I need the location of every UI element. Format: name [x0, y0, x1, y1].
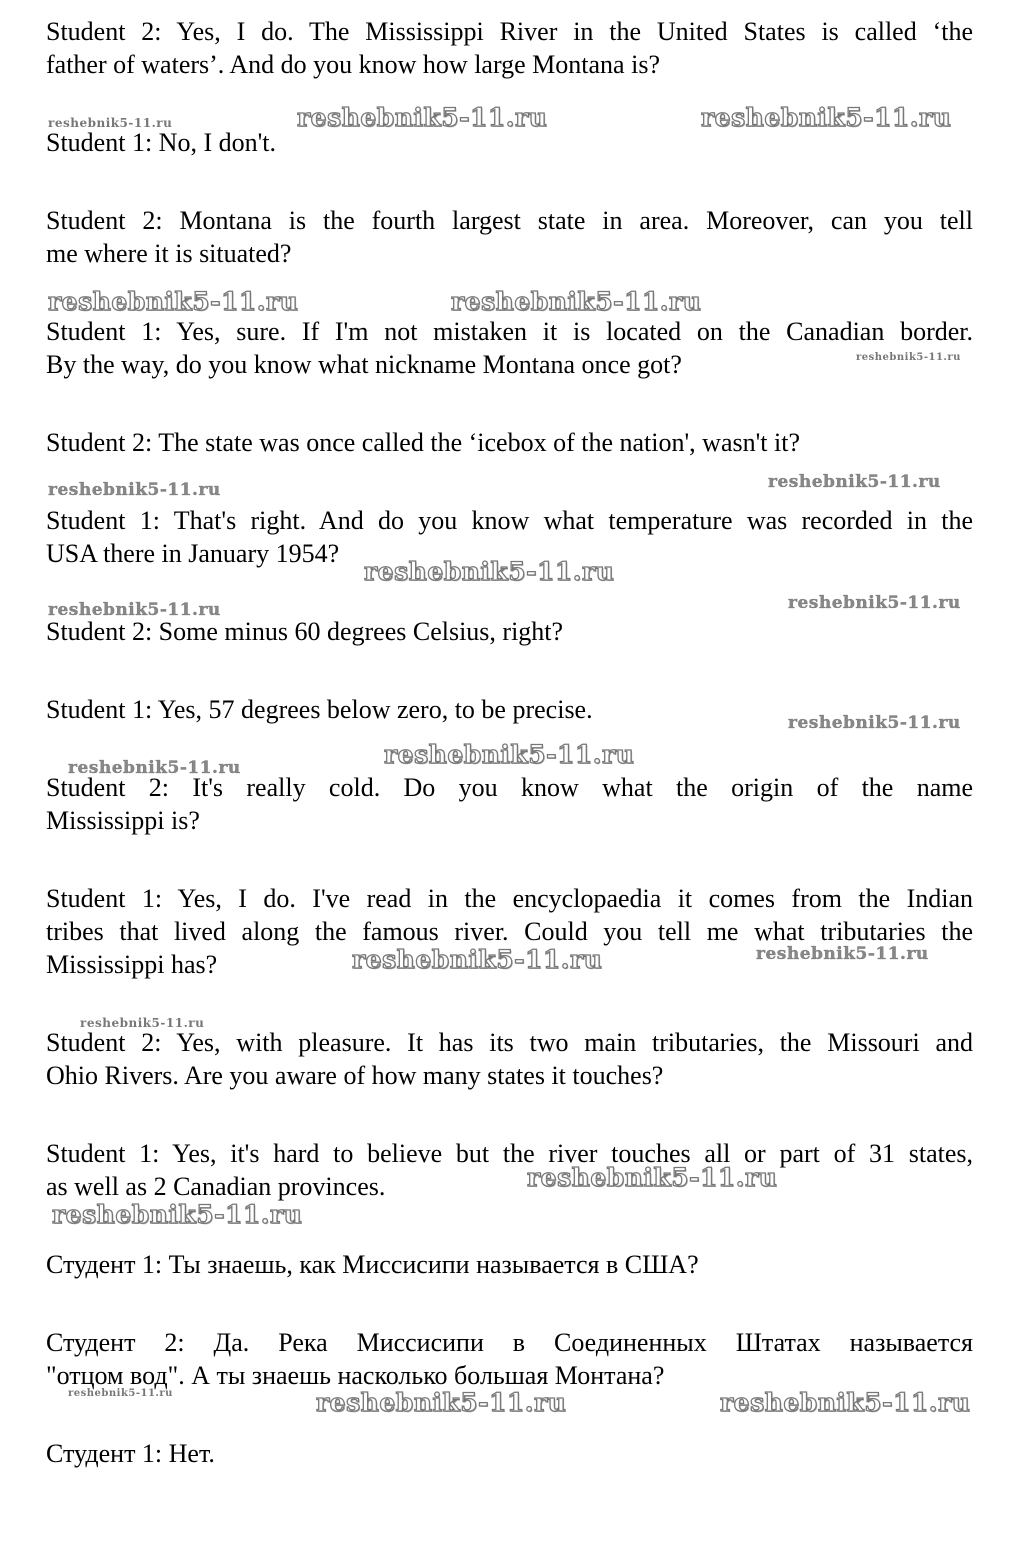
watermark: reshebnik5-11.ru	[48, 600, 221, 620]
text-line: Student 2: Yes, with pleasure. It has its two main tributaries, the Missouri and	[46, 1028, 973, 1057]
text-line: Student 1: Yes, it's hard to believe but the river touches all or part of 31 states,	[46, 1139, 973, 1168]
text-line: Студент 1: Нет.	[46, 1439, 215, 1468]
watermark: reshebnik5-11.ru	[80, 1016, 205, 1030]
watermark: reshebnik5-11.ru	[527, 1163, 778, 1192]
text-line: Student 1: No, I don't.	[46, 128, 277, 157]
watermark: reshebnik5-11.ru	[701, 103, 952, 132]
text-line: Student 2: The state was once called the ‘icebox of the nation', wasn't it?	[46, 428, 800, 457]
text-line: as well as 2 Canadian provinces.	[46, 1172, 386, 1201]
watermark: reshebnik5-11.ru	[788, 593, 961, 613]
dialogue-paragraph	[46, 1026, 973, 1092]
watermark: reshebnik5-11.ru	[364, 557, 615, 586]
watermark: reshebnik5-11.ru	[68, 1388, 173, 1399]
text-line: Student 2: It's really cold. Do you know what the origin of the name	[46, 773, 973, 802]
dialogue-paragraph	[46, 315, 973, 381]
text-line: Student 1: Yes, 57 degrees below zero, to be precise.	[46, 695, 593, 724]
watermark: reshebnik5-11.ru	[68, 758, 241, 778]
dialogue-paragraph	[46, 426, 973, 459]
text-line: "отцом вод". А ты знаешь насколько большая Монтана?	[46, 1361, 665, 1390]
dialogue-paragraph	[46, 1326, 973, 1392]
dialogue-paragraph	[46, 204, 973, 270]
watermark: reshebnik5-11.ru	[48, 116, 173, 130]
watermark: reshebnik5-11.ru	[52, 1200, 303, 1229]
watermark: reshebnik5-11.ru	[352, 945, 603, 974]
text-line: Mississippi is?	[46, 806, 200, 835]
text-line: Student 1: Yes, sure. If I'm not mistaken it is located on the Canadian border.	[46, 317, 973, 346]
text-line: Mississippi has?	[46, 950, 218, 979]
text-line: By the way, do you know what nickname Montana once got?	[46, 350, 682, 379]
text-line: Student 2: Yes, I do. The Mississippi River in the United States is called ‘the	[46, 17, 973, 46]
dialogue-paragraph	[46, 1248, 973, 1281]
text-line: Ohio Rivers. Are you aware of how many states it touches?	[46, 1061, 664, 1090]
watermark: reshebnik5-11.ru	[451, 287, 702, 316]
text-line: tribes that lived along the famous river. Could you tell me what tributaries the	[46, 917, 973, 946]
watermark: reshebnik5-11.ru	[856, 352, 961, 363]
dialogue-paragraph	[46, 771, 973, 837]
watermark: reshebnik5-11.ru	[297, 103, 548, 132]
text-line: me where it is situated?	[46, 239, 292, 268]
watermark: reshebnik5-11.ru	[756, 944, 929, 964]
text-line: USA there in January 1954?	[46, 539, 340, 568]
text-line: Student 1: Yes, I do. I've read in the encyclopaedia it comes from the Indian	[46, 884, 973, 913]
watermark: reshebnik5-11.ru	[48, 480, 221, 500]
watermark: reshebnik5-11.ru	[316, 1388, 567, 1417]
dialogue-paragraph	[46, 1137, 973, 1203]
text-line: Student 1: That's right. And do you know what temperature was recorded in the	[46, 506, 973, 535]
text-line: father of waters’. And do you know how large Montana is?	[46, 50, 660, 79]
text-line: Student 2: Some minus 60 degrees Celsius, right?	[46, 617, 564, 646]
dialogue-paragraph	[46, 15, 973, 81]
watermark: reshebnik5-11.ru	[48, 287, 299, 316]
watermark: reshebnik5-11.ru	[384, 740, 635, 769]
watermark: reshebnik5-11.ru	[768, 472, 941, 492]
dialogue-paragraph	[46, 1437, 973, 1470]
text-line: Student 2: Montana is the fourth largest state in area. Moreover, can you tell	[46, 206, 973, 235]
text-line: Студент 1: Ты знаешь, как Миссисипи называется в США?	[46, 1250, 699, 1279]
text-line: Студент 2: Да. Река Миссисипи в Соединенных Штатах называется	[46, 1328, 973, 1357]
watermark: reshebnik5-11.ru	[788, 713, 961, 733]
watermark: reshebnik5-11.ru	[720, 1388, 971, 1417]
